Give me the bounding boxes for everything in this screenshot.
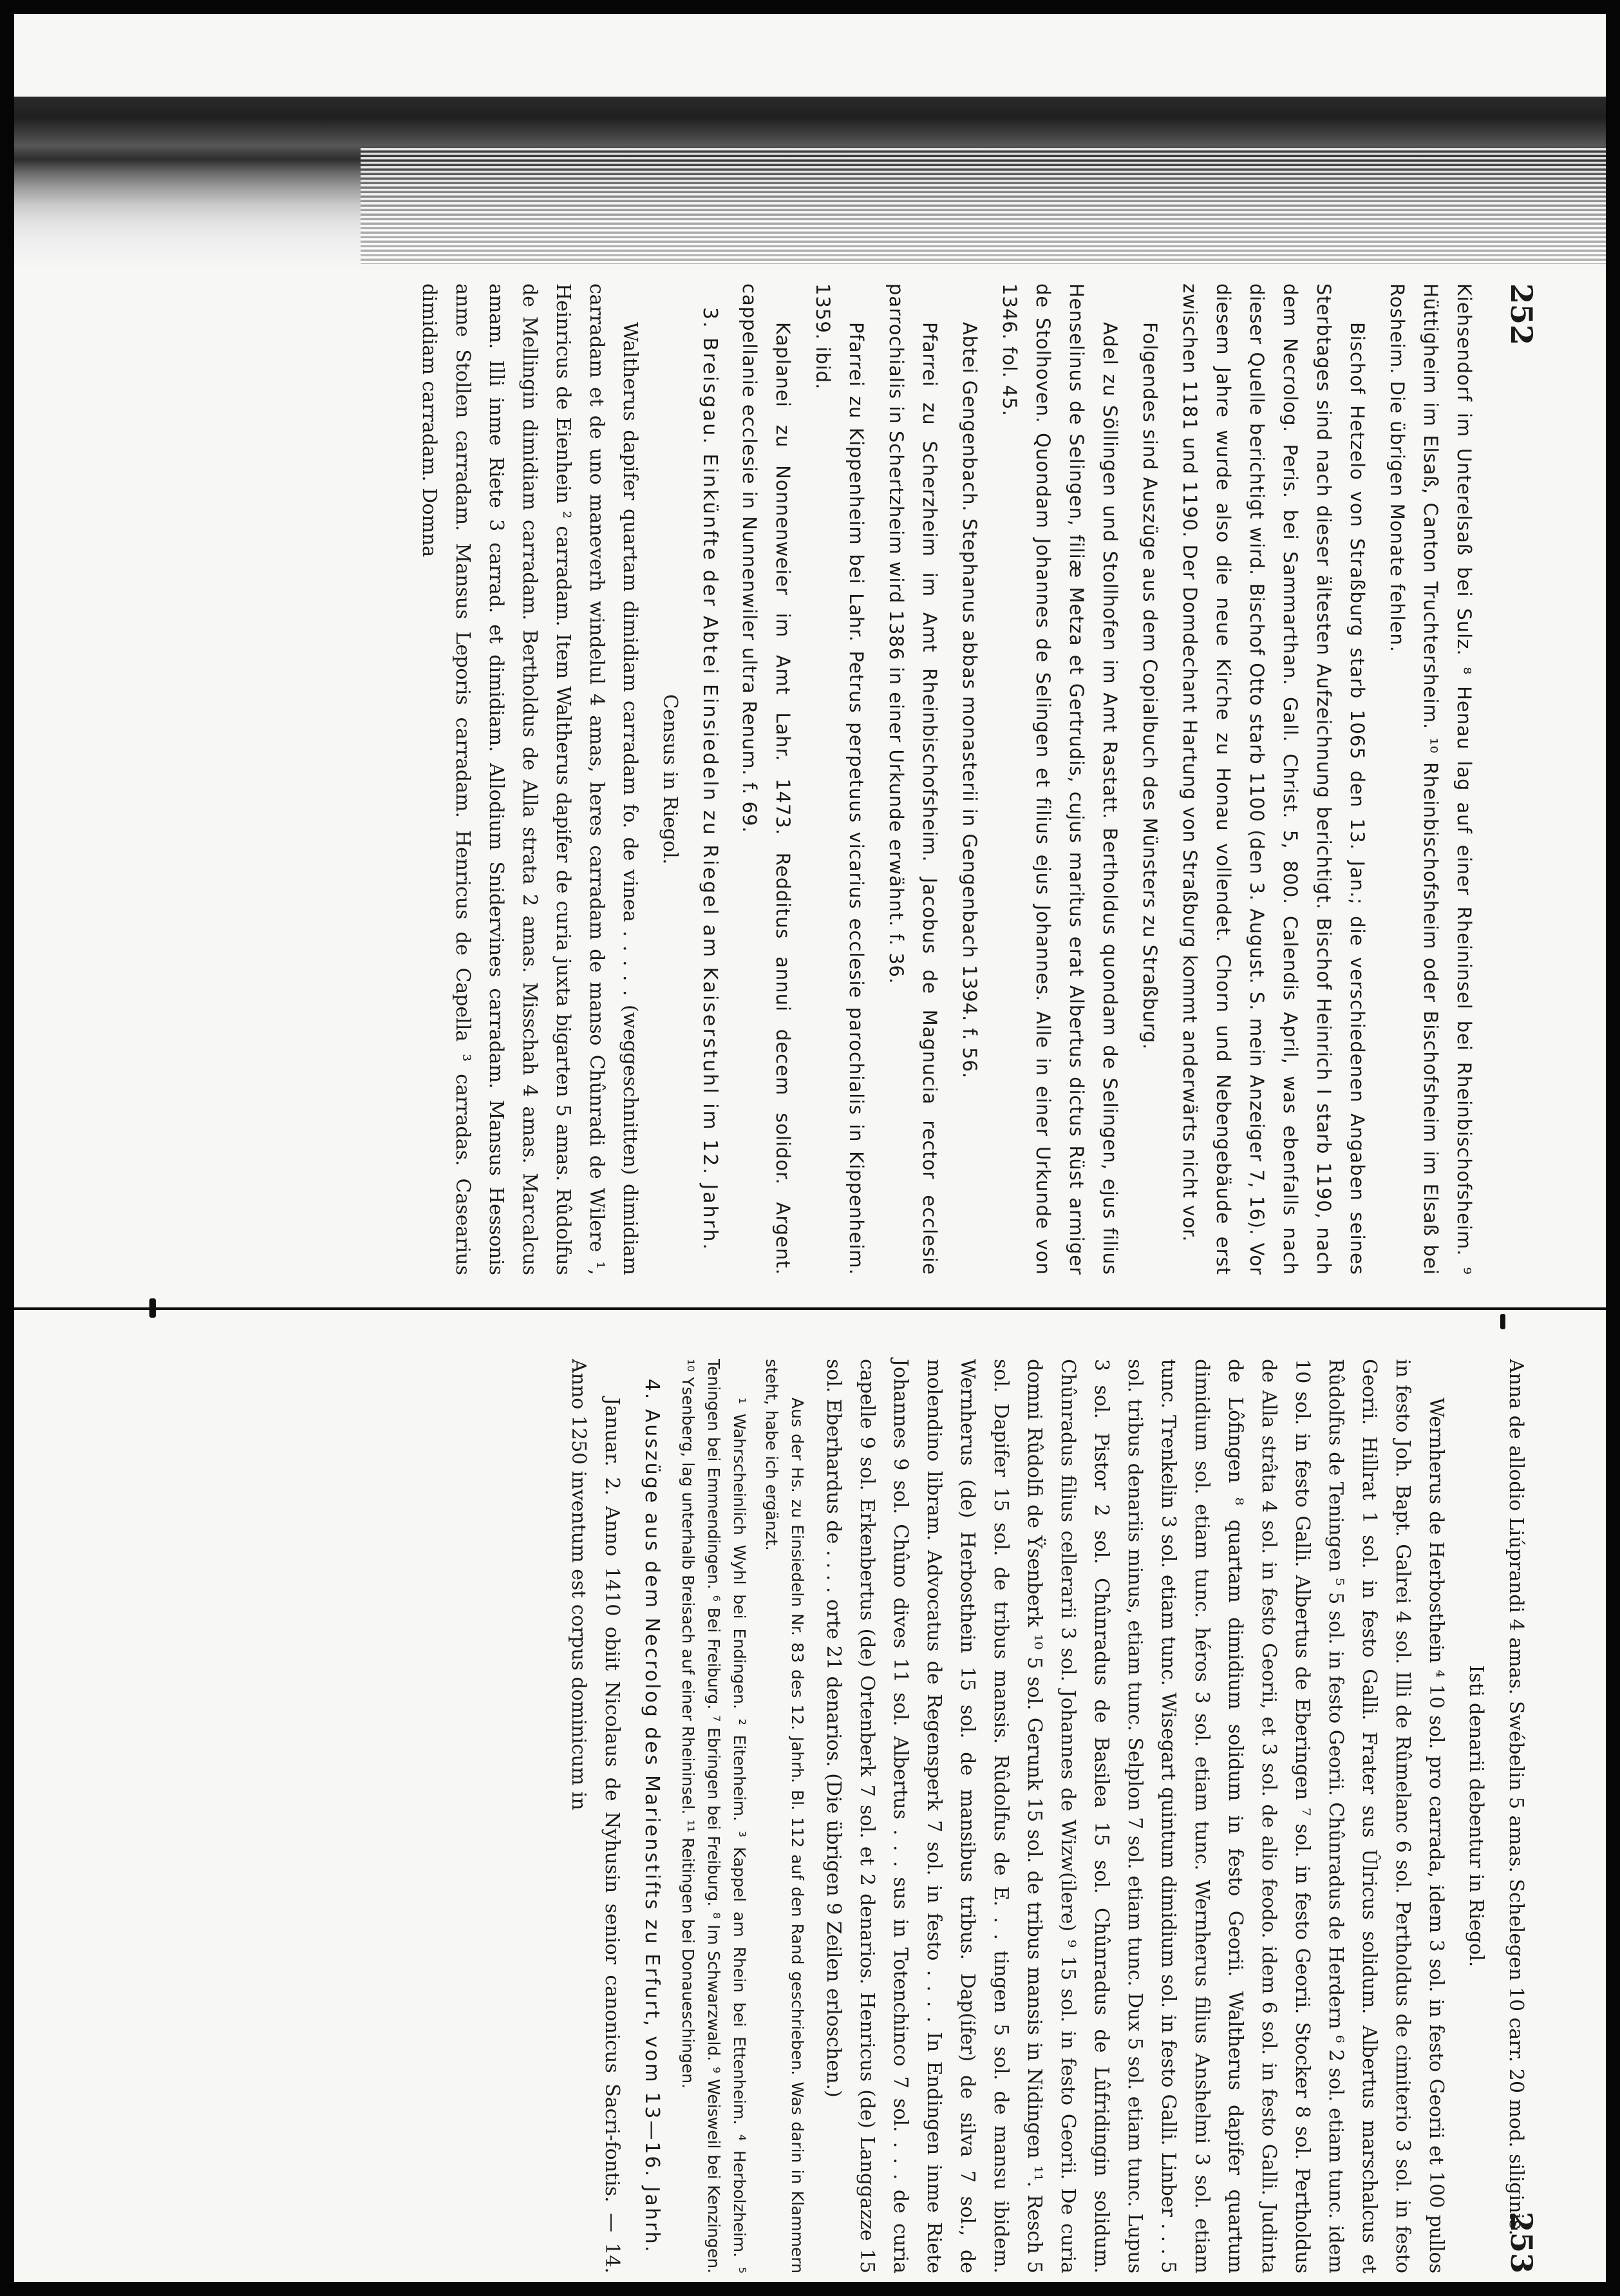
page-text [555,1359,1532,2273]
fold-mark [1500,1314,1505,1329]
paragraph: Bischof Hetzelo von Straßburg starb 1065 den 13. Jan.; die verschiedenen Angaben seines Sterbtages sind nach dieser ältesten Aufzeichnung berichtigt. Bischof Heinrich I starb 1190, nach dem Necrolog. Peris. bei Sammarthan. Gall. Christ. 5, 800. Calendis April, was ebenfalls nach dieser Quelle berichtigt wird. Bischof Otto starb 1100 (den 3. August. S. mein Anzeiger 7, 16). Vor diesem Jahre wurde also die neue Kirche zu Honau vollendet. Chorn und Nebengebäude erst zwischen 1181 und 1190. Der Domdechant Hartung von Straßburg kommt anderwärts nicht vor. [1179,283,1368,1275]
page-fold-line [14,1307,1606,1310]
paragraph: Abtei Gengenbach. Stephanus abbas monasterii in Gengenbach 1394. f. 56. [959,322,981,1079]
paragraph: Kaplanei zu Nonnenweier im Amt Lahr. 1473. Redditus annui decem solidor. Argent. cappellanie ecclesie in Nunnenwiler ultra Renum. f. 69. [739,283,794,1275]
paragraph: Wernherus de Herbosthein ⁴ 10 sol. pro carrada, idem 3 sol. in festo Georii et 100 pullos in festo Joh. Bapt. Galrei 4 sol. Illi de Rûmelanc 6 sol. Pertholdus de cimiterio 3 sol. in festo Georii. Hillrat 1 sol. in festo Galli. Frater sus Ûlricus solidum. Albertus marschalcus et Rûdolfus de Teningen ⁵ 5 sol. in festo Georii. Chûnradus de Herdern ⁶ 2 sol. etiam tunc. idem 10 sol. in festo Galli. Albertus de Eberingen ⁷ sol. in festo Georii. Stocker 8 sol. Pertholdus de Alla strâta 4 sol. in festo Georii, et 3 sol. de alio feodo. idem 6 sol. in festo Galli. Judinta de Lôfingen ⁸ quartam dimidium solidum in festo Georii. Waltherus dapifer quartum dimidium sol. etiam tunc. héros 3 sol. etiam tunc. Wernherus filius Anshelmi 3 sol. etiam tunc. Trenkelin 3 sol. etiam tunc. Wisegart quintum dimidium sol. in festo Galli. Linber . . . 5 sol. tribus denariis minus, etiam tunc. Selplon 7 sol. etiam tunc. Dux 5 sol. etiam tunc. Lupus 3 sol. Pistor 2 sol. Chûnradus de Basilea 15 sol. Chûnradus de Lûfridingin solidum. Chûnradus filius cellerarii 3 sol. Johannes de Wizw(ilere) ⁹ 15 sol. in festo Georii. De curia domni Rûdolfi de Ÿsenberk ¹⁰ 5 sol. Gerunk 15 sol. de tribus mansis in Nidingen ¹¹. Resch 5 sol. Dapifer 15 sol. de tribus mansis. Rûdolfus de E. . . tingen 5 sol. de mansu ibidem. Wernherus (de) Herbosthein 15 sol. de mansibus tribus. Dap(ifer) de silva 7 sol., de molendino libram. Advocatus de Regensperk 7 sol. in festo . . . . In Endingen inme Riete Johannes 9 sol. Chûno dives 11 sol. Albertus . . . sus in Totenchinco 7 sol. . . . de curia capelle 9 sol. Erkenbertus (de) Ortenberk 7 sol. et 2 denarios. Henricus (de) Langgazze 15 sol. Eberhardus de . . . . orte 21 denarios. (Die übrigen 9 Zeilen erloschen.) [822,1359,1447,2273]
paragraph: Kiehsendorf im Unterelsaß bei Sulz. ⁸ Henau lag auf einer Rheininsel bei Rheinbischofsheim. ⁹ Hüttigheim im Elsaß, Canton Truchtersheim. ¹⁰ Rheinbischofsheim oder Bischofsheim im Elsaß bei Rosheim. Die übrigen Monate fehlen. [1386,283,1475,1275]
source-note: Aus der Hs. zu Einsiedeln Nr. 83 des 12. Jahrh. Bl. 112 auf den Rand geschrieben. Was darin in Klammern steht, habe ich ergänzt. [762,1359,807,2273]
footnotes: ¹ Wahrscheinlich Wyhl bei Endingen. ² Eitenheim. ³ Kappel am Rhein bei Ettenheim. ⁴ Herbolzheim. ⁵ Teningen bei Emmendingen. ⁶ Bei Freiburg. ⁷ Ebringen bei Freiburg. ⁸ Im Schwarzwald. ⁹ Weisweil bei Kenzingen. ¹⁰ Ysenberg, lag unterhalb Breisach auf einer Rheininsel. ¹¹ Reitingen bei Donaueschingen. [679,1359,749,2273]
page-text [406,283,1481,1275]
paragraph: Adel zu Söllingen und Stollhofen im Amt Rastatt. Bertholdus quondam de Selingen, ejus filius Henselinus de Selingen, filiæ Metza et Gertrudis, cujus maritus erat Albertus dictus Rüst armiger de Stolhoven. Quondam Johannes de Selingen et filius ejus Johannes. Alle in einer Urkunde von 1346. fol. 45. [999,283,1121,1275]
page-253 [90,1359,1539,2273]
paragraph: Pfarrei zu Scherzheim im Amt Rheinbischofsheim. Jacobus de Magnucia rector ecclesie parrochialis in Schertzheim wird 1386 in einer Urkunde erwähnt. f. 36. [885,283,941,1275]
section-heading: 4. Auszüge aus dem Necrolog des Marienstifts zu Erfurt, vom 13—16. Jahrh. [641,1378,663,2254]
page-number: 253 [1504,2211,1539,2273]
subheading: Isti denarii debentur in Riegol. [1465,1665,1487,1968]
scanner-streaks [361,148,1606,264]
paragraph: Pfarrei zu Kippenheim bei Lahr. Petrus perpetuus vicarius ecclesie parochialis in Kippenheim. 1359. ibid. [812,283,867,1275]
paragraph: Januar. 2. Anno 1410 obiit Nicolaus de Nyhusin senior canonicus Sacri-fontis. — 14. Anno 1250 inventum est corpus dominicum in [567,1359,623,2273]
paragraph: Anna de allodio Liúprandi 4 amas. Swébelin 5 amas. Schelegen 10 carr. 20 mod. siliginis. [1505,1359,1527,2236]
paragraph: Waltherus dapifer quartam dimidiam carradam fo. de vinea . . . . . (weggeschnitten) dimidiam carradam et de uno maneverh windelul 4 amas, heres carradam de manso Chûnradi de Wilere ¹, Heinricus de Eienhein ² carradam. Item Waltherus dapifer de curia juxta bigarten 5 amas. Rûdolfus de Mellingin dimidiam carradam. Bertholdus de Alla strata 2 amas. Misschah 4 amas. Marcalcus amam. Illi inme Riete 3 carrad. et dimidiam. Allodium Snidervines carradam. Mansus Hessonis anme Stollen carradam. Mansus Leporis carradam. Henricus de Capella ³ carradas. Casearius dimidiam carradam. Domna [418,283,641,1275]
section-heading: 3. Breisgau. Einkünfte der Abtei Einsiedeln zu Riegel am Kaiserstuhl im 12. Jahrh. [699,307,721,1252]
fold-mark [149,1298,156,1318]
subheading: Census in Riegol. [659,694,681,865]
page-number: 252 [1504,283,1539,346]
paragraph: Folgendes sind Auszüge aus dem Copialbuch des Münsters zu Straßburg. [1139,322,1161,1050]
page-252 [90,283,1539,1275]
